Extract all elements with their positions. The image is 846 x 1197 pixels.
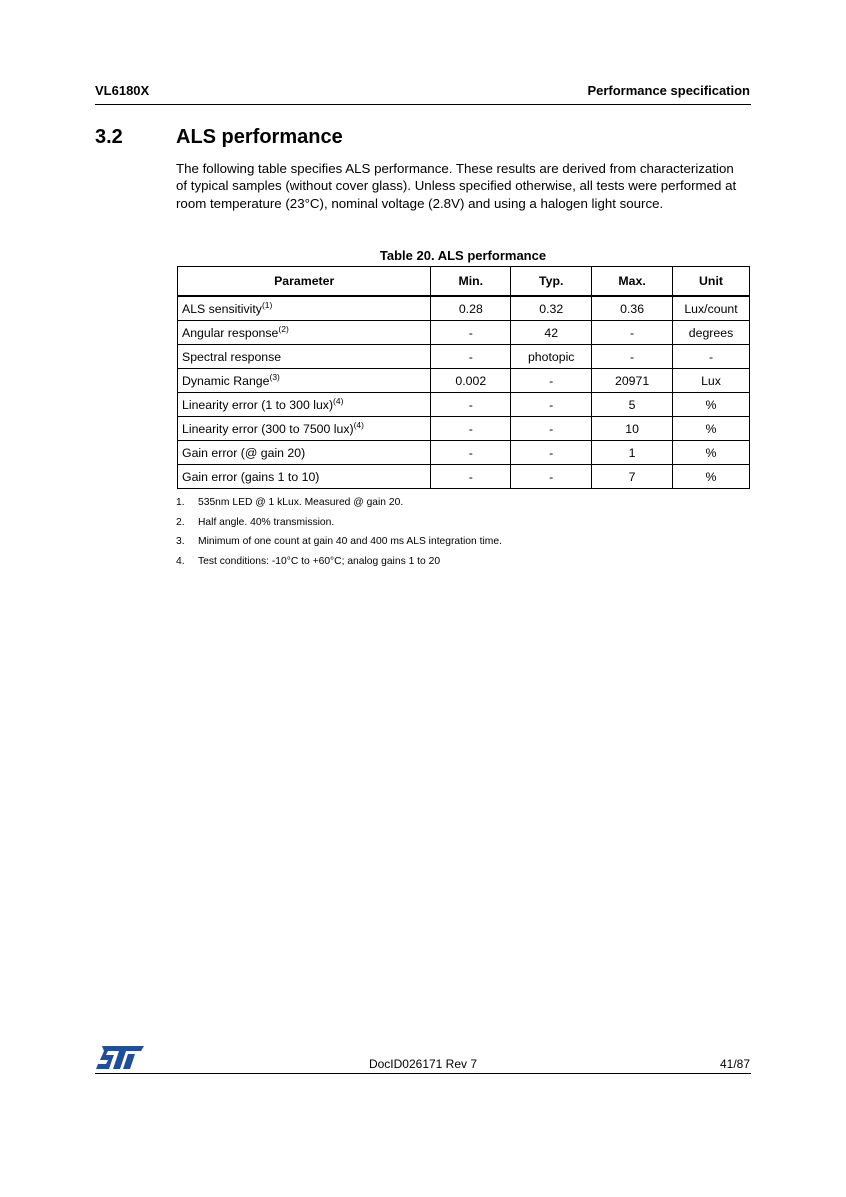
table-row <box>178 296 750 321</box>
parameter-label: Gain error (@ gain 20) <box>182 445 306 460</box>
header-max: Max. <box>592 267 673 297</box>
footnote-ref: (4) <box>333 395 344 406</box>
table-caption: Table 20. ALS performance <box>379 248 547 263</box>
table-row <box>178 465 750 489</box>
cell-unit: % <box>673 465 750 489</box>
parameter-label: Linearity error (300 to 7500 lux) <box>182 421 354 436</box>
table-row <box>178 441 750 465</box>
cell-max: 7 <box>592 465 673 489</box>
cell-parameter <box>178 417 431 441</box>
table-row <box>178 345 750 369</box>
cell-max: - <box>592 321 673 345</box>
als-performance-table <box>177 266 750 489</box>
cell-typ: - <box>511 465 592 489</box>
footnote-ref: (2) <box>278 323 289 334</box>
footnote-ref: (4) <box>353 419 364 430</box>
cell-parameter <box>178 321 431 345</box>
note-item <box>176 556 502 576</box>
intro-paragraph: The following table specifies ALS performance. These results are derived from characterization of typical samples (without cover glass). Unless specified otherwise, all tests were performed at room temperature (23°C), nominal voltage (2.8V) and using a halogen light source. <box>176 161 737 211</box>
cell-min: - <box>431 465 511 489</box>
cell-parameter <box>178 465 431 489</box>
cell-typ: - <box>511 441 592 465</box>
parameter-label: Angular response <box>182 325 279 340</box>
table-header-row <box>178 267 750 297</box>
header-chapter: Performance specification <box>587 83 750 98</box>
cell-unit: % <box>673 441 750 465</box>
cell-max: 10 <box>592 417 673 441</box>
note-item <box>176 536 502 556</box>
table-row <box>178 417 750 441</box>
cell-typ: - <box>511 417 592 441</box>
cell-unit: Lux <box>673 369 750 393</box>
parameter-label: Gain error (gains 1 to 10) <box>182 469 320 484</box>
note-item <box>176 517 502 537</box>
cell-min: - <box>431 345 511 369</box>
cell-max: 0.36 <box>592 296 673 321</box>
cell-max: 1 <box>592 441 673 465</box>
cell-typ: photopic <box>511 345 592 369</box>
cell-typ: 0.32 <box>511 296 592 321</box>
note-number: 3. <box>176 536 185 547</box>
table-row <box>178 369 750 393</box>
note-text: Half angle. 40% transmission. <box>198 516 335 528</box>
cell-max: 20971 <box>592 369 673 393</box>
cell-parameter <box>178 441 431 465</box>
footnote-ref: (3) <box>269 371 280 382</box>
cell-typ: - <box>511 393 592 417</box>
cell-max: - <box>592 345 673 369</box>
table-row <box>178 321 750 345</box>
cell-unit: degrees <box>673 321 750 345</box>
cell-parameter <box>178 369 431 393</box>
cell-parameter <box>178 345 431 369</box>
note-text: Minimum of one count at gain 40 and 400 ms ALS integration time. <box>198 536 502 547</box>
cell-min: - <box>431 321 511 345</box>
header-typ: Typ. <box>511 267 592 297</box>
cell-unit: % <box>673 417 750 441</box>
parameter-label: ALS sensitivity <box>182 301 262 316</box>
note-text: Test conditions: -10°C to +60°C; analog gains 1 to 20 <box>198 555 441 567</box>
note-number: 4. <box>176 555 185 567</box>
cell-min: - <box>431 441 511 465</box>
header-product: VL6180X <box>95 83 150 98</box>
note-number: 1. <box>176 497 185 508</box>
cell-unit: - <box>673 345 750 369</box>
cell-min: - <box>431 417 511 441</box>
header-rule <box>95 104 751 105</box>
section-number: 3.2 <box>95 126 123 148</box>
header-min: Min. <box>431 267 511 297</box>
parameter-label: Linearity error (1 to 300 lux) <box>182 397 334 412</box>
cell-unit: % <box>673 393 750 417</box>
footer-page-number: 41/87 <box>719 1057 750 1071</box>
cell-min: - <box>431 393 511 417</box>
cell-parameter <box>178 296 431 321</box>
section-title: ALS performance <box>176 126 343 148</box>
cell-min: 0.28 <box>431 296 511 321</box>
parameter-label: Spectral response <box>182 349 282 364</box>
note-item <box>176 497 502 517</box>
cell-typ: 42 <box>511 321 592 345</box>
header-parameter: Parameter <box>178 267 431 297</box>
table-row <box>178 393 750 417</box>
footer-rule <box>95 1073 751 1074</box>
header-unit: Unit <box>673 267 750 297</box>
cell-min: 0.002 <box>431 369 511 393</box>
note-number: 2. <box>176 516 185 528</box>
footnote-ref: (1) <box>261 299 273 310</box>
cell-max: 5 <box>592 393 673 417</box>
table-notes <box>176 497 502 575</box>
note-text: 535nm LED @ 1 kLux. Measured @ gain 20. <box>198 497 404 508</box>
footer-doc-id: DocID026171 Rev 7 <box>368 1057 478 1071</box>
parameter-label: Dynamic Range <box>182 373 270 388</box>
cell-typ: - <box>511 369 592 393</box>
cell-parameter <box>178 393 431 417</box>
cell-unit: Lux/count <box>673 296 750 321</box>
